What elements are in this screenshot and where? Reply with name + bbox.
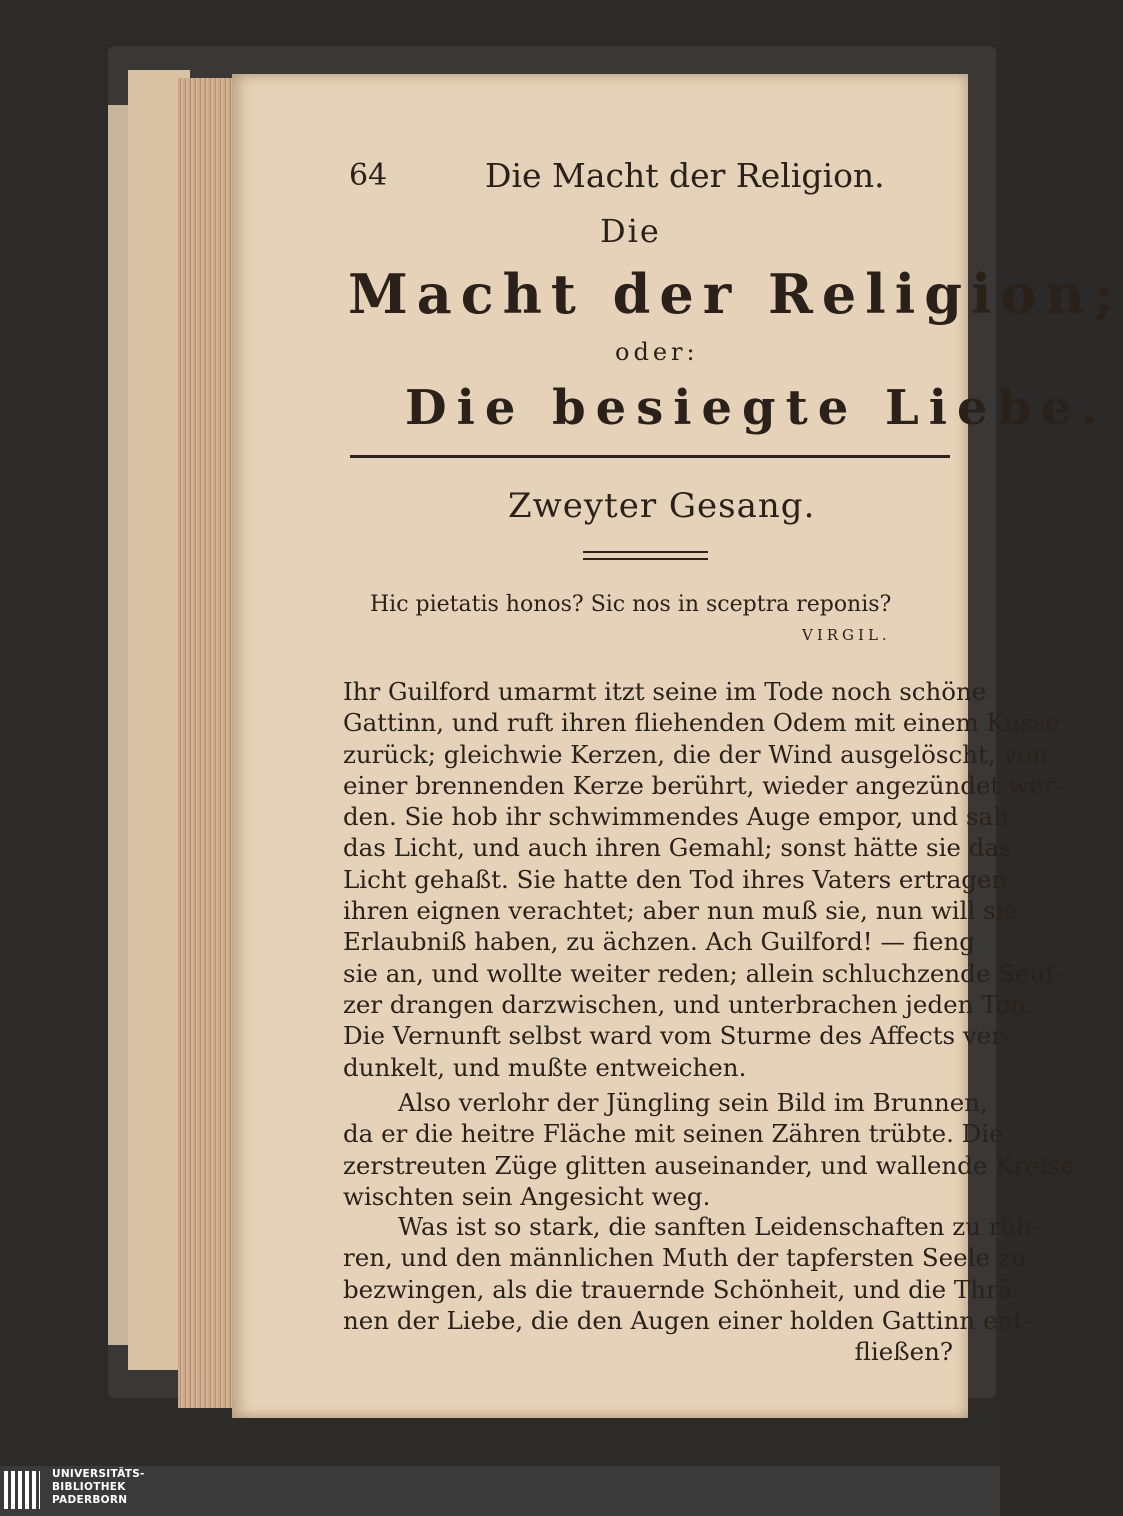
title-subtitle: Die besiegte Liebe. [405, 380, 1109, 436]
text-line: Was ist so stark, die sanften Leidenschaften zu rüh- [398, 1212, 1041, 1241]
text-line: da er die heitre Fläche mit seinen Zähren trübte. Die [343, 1119, 1004, 1149]
paragraph-2 [343, 1087, 1075, 1212]
text-line: Gattinn, und ruft ihren fliehenden Odem mit einem Kusse [343, 708, 1060, 738]
text-line: zurück; gleichwie Kerzen, die der Wind ausgelöscht, von [343, 739, 1048, 769]
text-line: fließen? [854, 1337, 953, 1367]
page-number: 64 [349, 158, 388, 193]
logo-line: UNIVERSITÄTS- [52, 1468, 145, 1480]
paragraph-1 [343, 676, 1064, 1083]
running-title: Die Macht der Religion. [485, 156, 885, 195]
text-line: Also verlohr der Jüngling sein Bild im Brunnen, [398, 1088, 988, 1117]
section-rule-bottom [583, 558, 708, 560]
text-line: sie an, und wollte weiter reden; allein schluchzende Seuf- [343, 958, 1062, 988]
paragraph-3 [343, 1211, 1041, 1367]
text-line: ren, und den männlichen Muth der tapfersten Seele zu [343, 1243, 1027, 1273]
title-main: Macht der Religion; [348, 262, 1123, 326]
library-logo-icon [4, 1471, 40, 1509]
motto-author: VIRGIL. [802, 626, 891, 644]
text-line: wischten sein Angesicht weg. [343, 1181, 711, 1211]
section-rule-top [583, 551, 708, 553]
title-rule [350, 455, 950, 458]
text-line: Die Vernunft selbst ward vom Sturme des Affects ver- [343, 1021, 1012, 1051]
text-line: den. Sie hob ihr schwimmendes Auge empor, und sah [343, 802, 1009, 832]
text-line: ihren eignen verachtet; aber nun muß sie, nun will sie [343, 896, 1019, 926]
library-logo-text [52, 1468, 145, 1507]
text-line: dunkelt, und mußte entweichen. [343, 1052, 747, 1082]
title-line-1: Die [600, 212, 661, 250]
text-line: zerstreuten Züge glitten auseinander, und wallende Kreise [343, 1150, 1075, 1180]
footer-bar [0, 1466, 1000, 1516]
section-heading: Zweyter Gesang. [508, 486, 816, 526]
text-line: nen der Liebe, die den Augen einer holden Gattinn ent- [343, 1305, 1032, 1335]
text-line: das Licht, und auch ihren Gemahl; sonst hätte sie das [343, 833, 1012, 863]
text-line: Licht gehaßt. Sie hatte den Tod ihres Vaters ertragen, [343, 864, 1016, 894]
motto-text: Hic pietatis honos? Sic nos in sceptra reponis? [370, 592, 892, 617]
text-line: bezwingen, als die trauernde Schönheit, und die Thrä- [343, 1274, 1021, 1304]
logo-line: BIBLIOTHEK [52, 1481, 126, 1493]
logo-line: PADERBORN [52, 1494, 128, 1506]
page-edges [178, 78, 238, 1408]
text-line: Erlaubniß haben, zu ächzen. Ach Guilford! — fieng [343, 927, 975, 957]
text-line: Ihr Guilford umarmt itzt seine im Tode noch schöne [343, 677, 987, 706]
text-line: zer drangen darzwischen, und unterbrachen jeden Ton. [343, 989, 1034, 1019]
text-line: einer brennenden Kerze berührt, wieder angezündet wer- [343, 770, 1064, 800]
title-oder: oder: [615, 338, 699, 366]
